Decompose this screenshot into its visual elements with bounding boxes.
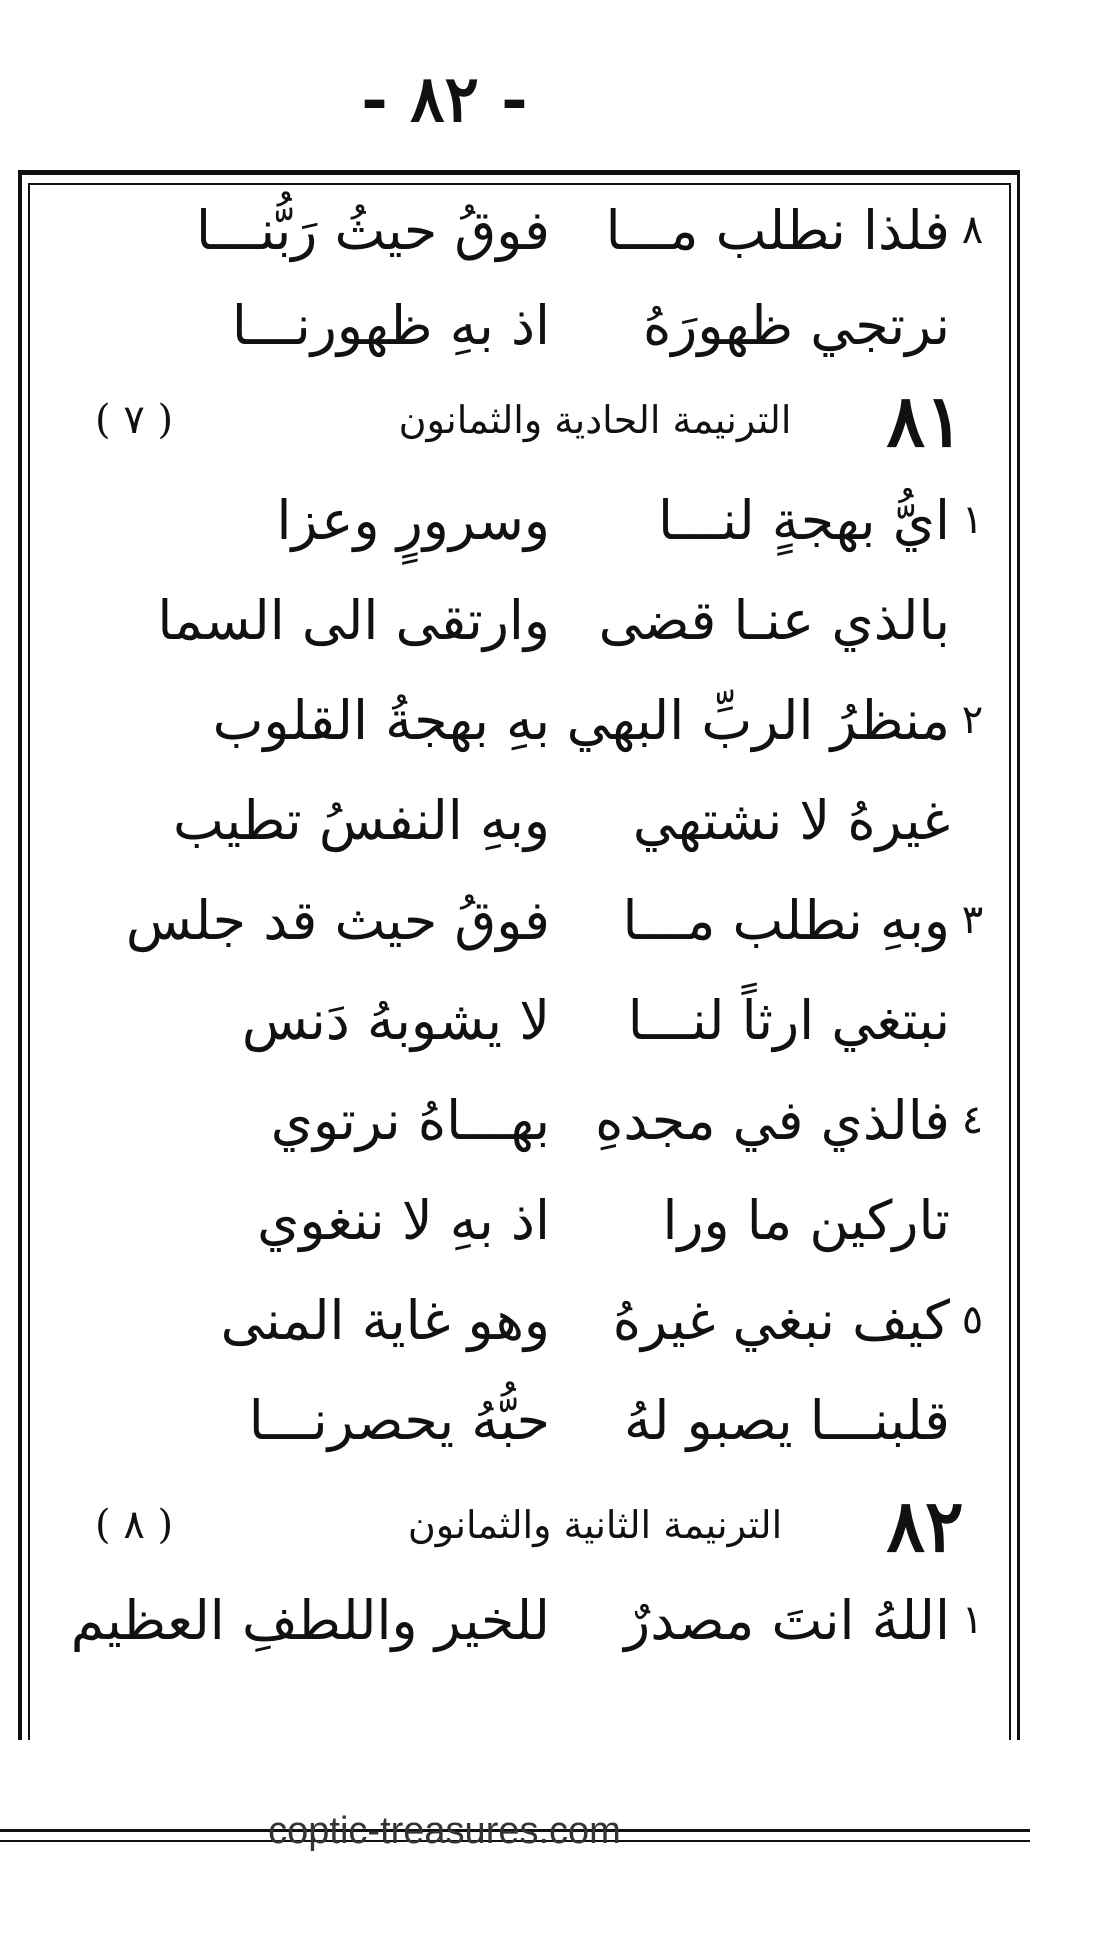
hemistich-second: اذ بهِ لا ننغوي [257, 1188, 550, 1252]
hemistich-second: لا يشوبهُ دَنس [241, 988, 550, 1052]
verse-line [75, 1165, 995, 1275]
verse-line [75, 175, 995, 285]
hymn-82-heading [75, 1475, 995, 1575]
hemistich-second: فوقُ حيث قد جلس [125, 888, 550, 952]
verse-line [70, 1565, 995, 1675]
hemistich-first: كيف نبغي غيرهُ [612, 1288, 950, 1352]
hemistich-second: بهِ بهجةُ القلوب [212, 688, 550, 752]
verse-number: ١ [961, 497, 984, 543]
hemistich-first: اللهُ انتَ مصدرٌ [624, 1588, 950, 1652]
verse-line [75, 270, 995, 380]
hemistich-second: وهو غاية المنى [220, 1288, 550, 1352]
hymn-title: الترنيمة الحادية والثمانون [398, 398, 792, 442]
hymn-number: ٨١ [886, 377, 964, 463]
verse-line [75, 1365, 995, 1475]
verse-number: ٤ [961, 1097, 984, 1143]
verse-line [75, 465, 995, 575]
verse-number: ٥ [961, 1297, 984, 1343]
hemistich-second: بهـــاهُ نرتوي [270, 1088, 550, 1152]
hemistich-second: اذ بهِ ظهورنـــا [231, 293, 550, 357]
hemistich-first: نبتغي ارثاً لنـــا [627, 988, 950, 1052]
hemistich-first: ايُّ بهجةٍ لنـــا [658, 488, 950, 552]
verse-number: ٣ [961, 897, 984, 943]
hemistich-first: منظرُ الربِّ البهي [566, 688, 950, 752]
hemistich-first: قلبنـــا يصبو لهُ [624, 1388, 950, 1452]
hemistich-first: وبهِ نطلب مـــا [622, 888, 950, 952]
page-number: - ٨٢ - [361, 62, 528, 137]
verse-line [75, 965, 995, 1075]
hemistich-first: فالذي في مجدهِ [595, 1088, 950, 1152]
frame-inner-right [1009, 185, 1011, 1740]
verse-line [75, 1065, 995, 1175]
frame-inner-left [28, 185, 30, 1740]
hymn-title: الترنيمة الثانية والثمانون [407, 1503, 783, 1547]
hymn-number: ٨٢ [886, 1482, 964, 1568]
hemistich-second: حبُّهُ يحصرنـــا [248, 1388, 550, 1452]
watermark: coptic-treasures.com [268, 1810, 621, 1852]
verse-line [75, 765, 995, 875]
hemistich-second: وسرورٍ وعزا [276, 488, 550, 552]
hemistich-second: للخير واللطفِ العظيم [70, 1588, 550, 1652]
hemistich-second: وبهِ النفسُ تطيب [173, 788, 550, 852]
verse-line [75, 1265, 995, 1375]
hymn-81-heading [75, 370, 995, 470]
hymn-tune: ( ٨ ) [95, 1502, 174, 1548]
verse-number: ١ [961, 1597, 984, 1643]
hemistich-first: غيرهُ لا نشتهي [632, 788, 950, 852]
hemistich-second: وارتقى الى السما [157, 588, 550, 652]
hemistich-first: تاركين ما ورا [662, 1188, 950, 1252]
verse-line [75, 565, 995, 675]
hymn-tune: ( ٧ ) [95, 397, 174, 443]
verse-line [75, 665, 995, 775]
verse-number: ٨ [961, 207, 984, 253]
hemistich-first: فلذا نطلب مـــا [605, 198, 950, 262]
verse-line [75, 865, 995, 975]
hemistich-first: بالذي عنـا قضى [598, 588, 950, 652]
hemistich-first: نرتجي ظهورَهُ [642, 293, 950, 357]
hemistich-second: فوقُ حيثُ رَبُّنـــا [196, 198, 550, 262]
verse-number: ٢ [961, 697, 984, 743]
